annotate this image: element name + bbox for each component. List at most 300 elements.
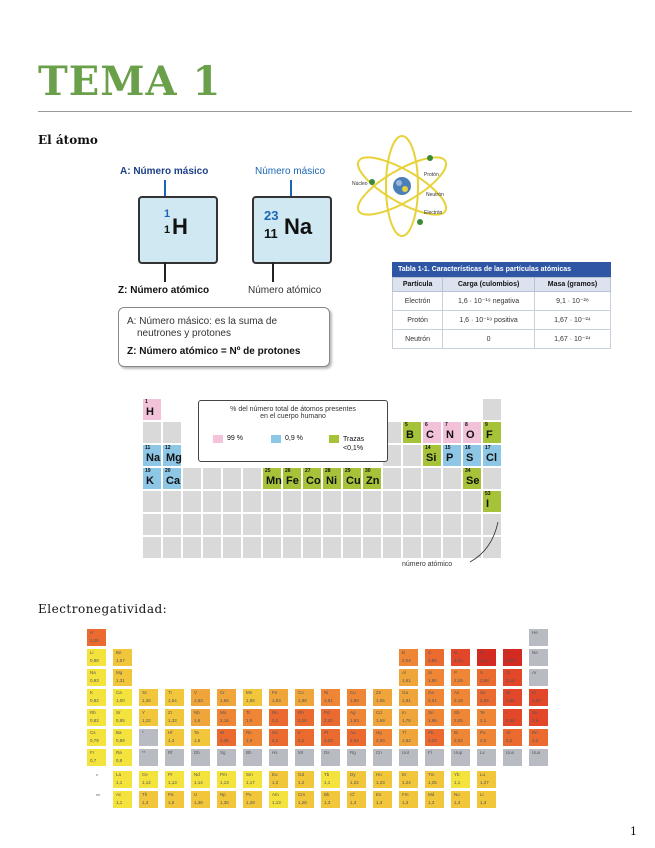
element-cell-o	[462, 421, 482, 444]
en-cell	[216, 770, 237, 789]
en-cell	[476, 748, 497, 767]
empty-element-cell	[402, 444, 422, 467]
empty-element-cell	[222, 490, 242, 513]
en-value: 1,1	[454, 780, 461, 785]
en-value: 1,24	[402, 780, 411, 785]
empty-element-cell	[142, 421, 162, 444]
en-value: 2,54	[350, 738, 359, 743]
en-symbol: Rn	[532, 730, 538, 735]
en-value: 0,82	[90, 698, 99, 703]
element-cell-i	[482, 490, 502, 513]
en-cell	[528, 688, 549, 707]
en-cell	[346, 748, 367, 767]
empty-element-cell	[142, 513, 162, 536]
en-symbol: Pr	[168, 772, 173, 777]
en-symbol: Mg	[116, 670, 123, 675]
en-cell	[476, 770, 497, 789]
en-symbol: Eu	[272, 772, 278, 777]
en-cell	[502, 668, 523, 687]
legend-label-trace: Trazas <0,1%	[343, 436, 365, 452]
en-cell	[528, 728, 549, 747]
en-cell	[190, 770, 211, 789]
element-number: 1	[145, 399, 148, 405]
en-value: 2,28	[324, 738, 333, 743]
en-symbol: Po	[480, 730, 486, 735]
en-cell	[320, 728, 341, 747]
empty-element-cell	[342, 513, 362, 536]
en-value: 2,1	[480, 718, 487, 723]
element-cell-mg	[162, 444, 182, 467]
en-symbol: Am	[272, 792, 279, 797]
en-value: 2,6	[532, 718, 539, 723]
element-symbol: B	[406, 429, 414, 441]
en-cell	[372, 770, 393, 789]
empty-element-cell	[442, 536, 462, 559]
en-value: 2,58	[480, 678, 489, 683]
en-symbol: Sg	[220, 750, 226, 755]
en-cell	[294, 790, 315, 809]
en-cell	[424, 790, 445, 809]
definition-line-1: A: Número másico: es la suma de	[127, 316, 278, 327]
empty-element-cell	[442, 467, 462, 490]
en-value: 1,93	[350, 718, 359, 723]
element-symbol: Si	[426, 452, 437, 464]
en-symbol: Tb	[324, 772, 330, 777]
element-number: 25	[265, 468, 271, 474]
en-cell	[86, 648, 107, 667]
en-cell	[528, 648, 549, 667]
empty-element-cell	[202, 467, 222, 490]
en-cell	[268, 790, 289, 809]
mass-number-caption: Número másico	[255, 166, 326, 177]
en-value: 1,3	[428, 800, 435, 805]
en-value: 1,17	[246, 780, 255, 785]
en-value: 1,3	[142, 800, 149, 805]
en-value: 1,3	[402, 800, 409, 805]
empty-element-cell	[302, 536, 322, 559]
en-symbol: Be	[116, 650, 122, 655]
en-value: 2,20	[90, 638, 99, 643]
en-value: 1,31	[116, 678, 125, 683]
en-symbol: Ho	[376, 772, 382, 777]
en-symbol: Os	[272, 730, 278, 735]
en-cell	[424, 728, 445, 747]
en-symbol: Cs	[90, 730, 96, 735]
element-cell-se	[462, 467, 482, 490]
element-number: 16	[465, 445, 471, 451]
en-cell	[242, 790, 263, 809]
en-cell	[294, 688, 315, 707]
en-value: 3,00	[532, 698, 541, 703]
en-cell	[190, 790, 211, 809]
en-cell	[398, 770, 419, 789]
en-value: 2,04	[402, 658, 411, 663]
element-symbol: Mg	[166, 452, 182, 464]
empty-element-cell	[302, 513, 322, 536]
en-cell	[476, 648, 497, 667]
en-symbol: Nd	[194, 772, 200, 777]
en-value: 2,16	[220, 718, 229, 723]
empty-element-cell	[262, 490, 282, 513]
en-symbol: Sr	[116, 710, 121, 715]
en-value: 1,33	[168, 718, 177, 723]
en-symbol: Lv	[480, 750, 485, 755]
element-symbol: Fe	[286, 475, 299, 487]
en-value: 1,28	[298, 800, 307, 805]
en-cell	[424, 648, 445, 667]
en-value: 0,79	[90, 738, 99, 743]
atom-illustration	[348, 132, 458, 242]
en-value: 1,3	[480, 800, 487, 805]
legend-label-99: 99 %	[227, 435, 243, 442]
en-symbol: N	[454, 650, 458, 655]
en-cell	[320, 770, 341, 789]
en-value: 2,2	[532, 738, 539, 743]
en-value: 1,3	[376, 800, 383, 805]
en-cell	[268, 688, 289, 707]
element-number: 28	[325, 468, 331, 474]
en-value: 1,38	[194, 800, 203, 805]
en-symbol: Yb	[454, 772, 460, 777]
element-symbol: Cl	[486, 452, 497, 464]
en-symbol: Mo	[220, 710, 227, 715]
en-value: 1,2	[272, 780, 279, 785]
en-symbol: Ra	[116, 750, 122, 755]
page-title: TEMA 1	[38, 58, 222, 105]
en-value: 1,3	[350, 800, 357, 805]
en-cell	[320, 688, 341, 707]
en-value: 1,13	[220, 780, 229, 785]
legend-swatch-99	[213, 435, 223, 443]
particle-table	[392, 262, 611, 349]
en-symbol: Md	[428, 792, 435, 797]
element-symbol: H	[146, 406, 154, 418]
table-cell: Electrón	[393, 292, 443, 311]
empty-element-cell	[182, 467, 202, 490]
en-symbol: **	[142, 750, 146, 755]
en-value: 0,98	[90, 658, 99, 663]
empty-element-cell	[142, 536, 162, 559]
empty-element-cell	[142, 490, 162, 513]
en-cell	[112, 688, 133, 707]
en-value: 1,3	[454, 800, 461, 805]
en-symbol: Tm	[428, 772, 435, 777]
element-number: 14	[425, 445, 431, 451]
mass-number-label: A: Número másico	[120, 166, 209, 177]
en-symbol: F	[506, 650, 509, 655]
en-cell	[268, 770, 289, 789]
en-value: 2,96	[506, 698, 515, 703]
en-cell	[424, 668, 445, 687]
en-cell	[450, 748, 471, 767]
empty-element-cell	[422, 490, 442, 513]
en-symbol: Db	[194, 750, 200, 755]
element-cell-p	[442, 444, 462, 467]
en-value: 2,66	[506, 718, 515, 723]
element-number: 6	[425, 422, 428, 428]
en-cell	[398, 668, 419, 687]
empty-element-cell	[222, 467, 242, 490]
element-number: 11	[145, 445, 151, 451]
neutron-label: Neutrón	[426, 192, 444, 198]
na-mass-number: 23	[264, 208, 279, 223]
element-symbol: K	[146, 475, 154, 487]
empty-element-cell	[202, 490, 222, 513]
en-symbol: S	[480, 670, 484, 675]
en-value: 1,36	[220, 800, 229, 805]
en-cell	[450, 770, 471, 789]
en-value: 1,1	[116, 800, 123, 805]
en-cell	[424, 688, 445, 707]
element-number: 12	[165, 445, 171, 451]
empty-element-cell	[442, 490, 462, 513]
empty-element-cell	[282, 513, 302, 536]
en-symbol: Cd	[376, 710, 382, 715]
en-cell	[294, 708, 315, 727]
sodium-box	[252, 196, 332, 264]
en-symbol: C	[428, 650, 432, 655]
en-value: 1,22	[142, 718, 151, 723]
en-symbol: Ag	[350, 710, 356, 715]
en-value: 1,57	[116, 658, 125, 663]
en-symbol: Te	[480, 710, 485, 715]
en-cell	[242, 728, 263, 747]
en-symbol: Np	[220, 792, 226, 797]
en-symbol: Xe	[532, 710, 538, 715]
element-number: 53	[485, 491, 491, 497]
empty-element-cell	[182, 513, 202, 536]
en-symbol: Kr	[532, 690, 537, 695]
en-value: 1,14	[194, 780, 203, 785]
table-cell: 1,6 · 10⁻¹⁹ positiva	[443, 311, 535, 330]
definition-line-2: neutrones y protones	[137, 328, 231, 339]
element-cell-ni	[322, 467, 342, 490]
header-cell: Partícula	[393, 278, 443, 292]
table-cell: 0	[443, 330, 535, 349]
empty-element-cell	[382, 490, 402, 513]
element-cell-ca	[162, 467, 182, 490]
en-symbol: Dy	[350, 772, 356, 777]
en-cell	[164, 790, 185, 809]
empty-element-cell	[222, 513, 242, 536]
empty-element-cell	[462, 490, 482, 513]
en-cell	[294, 770, 315, 789]
empty-element-cell	[402, 467, 422, 490]
empty-element-cell	[322, 513, 342, 536]
en-symbol: Pa	[168, 792, 174, 797]
en-symbol: Ac	[116, 792, 122, 797]
en-cell	[138, 728, 159, 747]
en-value: 2,2	[506, 738, 513, 743]
en-cell	[346, 688, 367, 707]
table-row	[393, 292, 611, 311]
en-symbol: Fl	[428, 750, 432, 755]
en-value: 1,36	[142, 698, 151, 703]
en-value: 1,5	[168, 800, 175, 805]
en-symbol: Cu	[350, 690, 356, 695]
en-symbol: Pb	[428, 730, 434, 735]
en-cell	[242, 770, 263, 789]
element-symbol: F	[486, 429, 493, 441]
en-value: 2,55	[428, 658, 437, 663]
en-cell	[112, 708, 133, 727]
en-cell	[242, 748, 263, 767]
en-cell	[450, 708, 471, 727]
actinide-marker: **	[96, 794, 100, 800]
empty-element-cell	[262, 536, 282, 559]
h-mass-number: 1	[164, 208, 171, 220]
en-symbol: Ca	[116, 690, 122, 695]
en-cell	[112, 770, 133, 789]
en-cell	[398, 748, 419, 767]
en-cell	[372, 688, 393, 707]
en-cell	[138, 688, 159, 707]
en-cell	[294, 728, 315, 747]
empty-element-cell	[362, 490, 382, 513]
table-cell: 1,67 · 10⁻²⁴	[534, 311, 610, 330]
en-symbol: W	[220, 730, 225, 735]
element-number: 26	[285, 468, 291, 474]
atomic-arrow-h	[164, 262, 166, 282]
en-symbol: Fe	[272, 690, 278, 695]
header-cell: Masa (gramos)	[534, 278, 610, 292]
element-cell-c	[422, 421, 442, 444]
en-value: 1,1	[324, 780, 331, 785]
element-symbol: Ni	[326, 475, 337, 487]
element-symbol: C	[426, 429, 434, 441]
en-symbol: Sm	[246, 772, 253, 777]
en-value: 1,90	[350, 698, 359, 703]
en-value: 2,0	[480, 738, 487, 743]
en-cell	[450, 790, 471, 809]
table-cell: Protón	[393, 311, 443, 330]
en-value: 0,7	[90, 758, 97, 763]
en-value: 3,04	[454, 658, 463, 663]
element-cell-fe	[282, 467, 302, 490]
table-cell: 1,67 · 10⁻²⁴	[534, 330, 610, 349]
element-number: 9	[485, 422, 488, 428]
empty-element-cell	[262, 513, 282, 536]
element-symbol: I	[486, 498, 490, 510]
en-symbol: Mn	[246, 690, 253, 695]
empty-element-cell	[302, 490, 322, 513]
element-cell-s	[462, 444, 482, 467]
en-cell	[476, 728, 497, 747]
en-cell	[320, 790, 341, 809]
definition-line-3: Z: Número atómico = Nº de protones	[127, 346, 301, 357]
element-number: 19	[145, 468, 151, 474]
title-divider	[38, 111, 632, 112]
element-symbol: Mn	[266, 475, 282, 487]
en-symbol: Ni	[324, 690, 329, 695]
definition-box	[118, 307, 330, 367]
en-cell	[86, 748, 107, 767]
en-cell	[164, 770, 185, 789]
electronegativity-table	[86, 628, 590, 810]
element-cell-na	[142, 444, 162, 467]
en-symbol: O	[480, 650, 484, 655]
section-heading-electronegativity: Electronegatividad:	[38, 602, 168, 616]
element-cell-zn	[362, 467, 382, 490]
element-symbol: Se	[466, 475, 480, 487]
atomic-number-note: número atómico	[402, 561, 453, 568]
table-row	[393, 311, 611, 330]
empty-element-cell	[482, 467, 502, 490]
en-cell	[216, 708, 237, 727]
en-cell	[86, 688, 107, 707]
element-symbol: Co	[306, 475, 321, 487]
en-symbol: Ar	[532, 670, 537, 675]
en-cell	[398, 648, 419, 667]
en-value: 2,01	[428, 698, 437, 703]
en-cell	[372, 728, 393, 747]
en-cell	[502, 728, 523, 747]
element-symbol: Na	[146, 452, 161, 464]
en-value: 1,61	[402, 678, 411, 683]
en-symbol: V	[194, 690, 198, 695]
en-cell	[502, 708, 523, 727]
en-cell	[216, 748, 237, 767]
en-cell	[372, 708, 393, 727]
en-value: 1,23	[376, 780, 385, 785]
en-symbol: At	[506, 730, 511, 735]
element-number: 17	[485, 445, 491, 451]
en-cell	[528, 668, 549, 687]
en-symbol: Hg	[376, 730, 382, 735]
empty-element-cell	[362, 536, 382, 559]
element-symbol: P	[446, 452, 454, 464]
en-cell	[502, 648, 523, 667]
en-value: 2,2	[272, 718, 279, 723]
en-value: 1,96	[428, 718, 437, 723]
composition-legend	[198, 400, 388, 462]
en-cell	[86, 728, 107, 747]
en-cell	[268, 728, 289, 747]
empty-element-cell	[242, 536, 262, 559]
element-cell-cl	[482, 444, 502, 467]
element-cell-cu	[342, 467, 362, 490]
en-symbol: Tc	[246, 710, 251, 715]
en-cell	[398, 708, 419, 727]
en-value: 1,83	[272, 698, 281, 703]
element-number: 20	[165, 468, 171, 474]
en-value: 1,91	[324, 698, 333, 703]
element-number: 8	[465, 422, 468, 428]
en-symbol: Bk	[324, 792, 330, 797]
en-value: 0,9	[116, 758, 123, 763]
en-cell	[502, 748, 523, 767]
en-symbol: He	[532, 630, 538, 635]
en-symbol: Ne	[532, 650, 538, 655]
en-cell	[346, 770, 367, 789]
en-symbol: Er	[402, 772, 407, 777]
en-symbol: *	[142, 730, 144, 735]
header-cell: Carga (culombios)	[443, 278, 535, 292]
en-value: 1,22	[350, 780, 359, 785]
en-cell	[86, 708, 107, 727]
en-cell	[476, 688, 497, 707]
page-number: 1	[630, 825, 637, 838]
element-number: 29	[345, 468, 351, 474]
en-value: 2,00	[376, 738, 385, 743]
en-symbol: Al	[402, 670, 407, 675]
en-cell	[112, 728, 133, 747]
en-cell	[164, 728, 185, 747]
en-symbol: Re	[246, 730, 252, 735]
element-symbol: N	[446, 429, 454, 441]
en-cell	[450, 728, 471, 747]
empty-element-cell	[202, 536, 222, 559]
